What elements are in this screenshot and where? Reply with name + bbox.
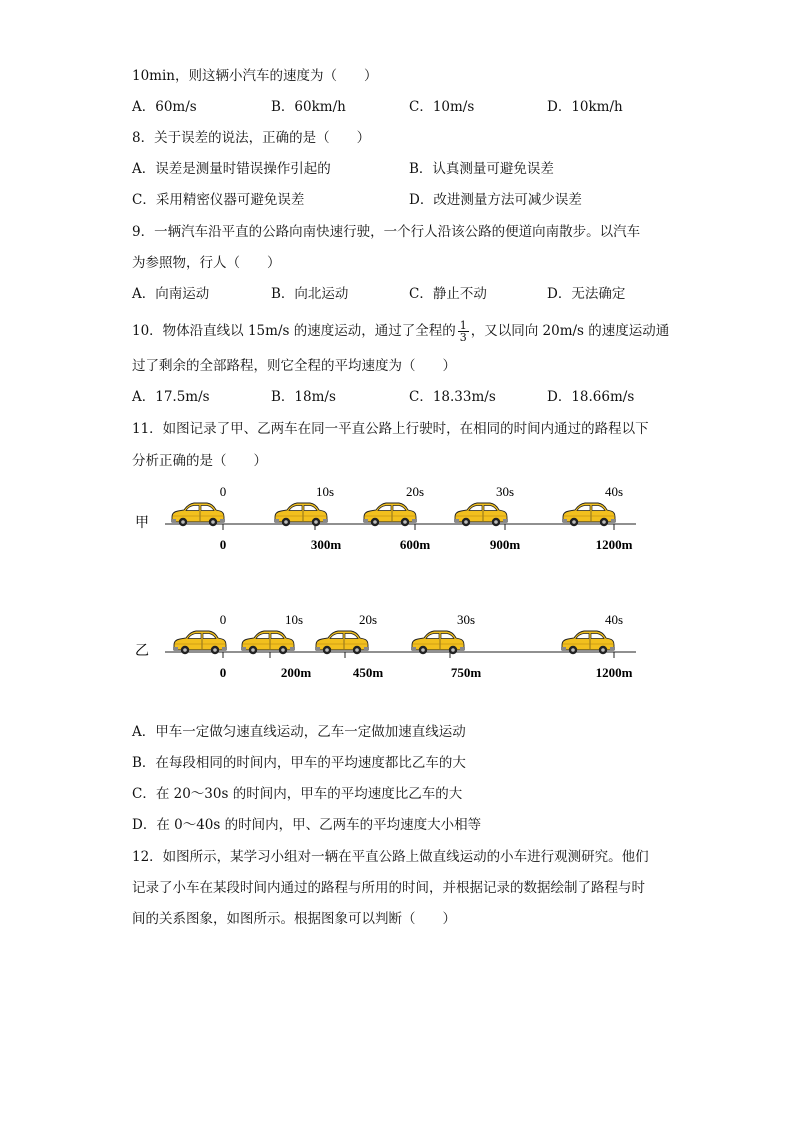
q10-fraction-numerator: 1 [459,319,467,332]
jia-distance-label-0: 0 [219,537,227,552]
q10-option-c: C．18.33m/s [409,389,496,405]
q8-option-c: C．采用精密仪器可避免误差 [132,192,305,208]
jia-time-label-0: 0 [219,484,227,499]
jia-car-2 [363,503,417,526]
yi-time-label-3: 30s [456,612,476,627]
q10-stem-part1: 10．物体沿直线以 15m/s 的速度运动，通过了全程的 [132,323,456,339]
q8-stem: 8．关于误差的说法，正确的是（ ） [132,130,371,146]
q7-option-a: A．60m/s [132,99,197,115]
jia-car-3 [454,503,508,526]
q12-stem-line3: 间的关系图象，如图所示。根据图象可以判断（ ） [132,911,456,927]
q10-option-b: B．18m/s [271,389,336,405]
q9-option-d: D．无法确定 [547,286,626,302]
q10-stem-part2: ，又以同向 20m/s 的速度运动通 [470,323,670,339]
q9-stem-line2: 为参照物，行人（ ） [132,255,281,271]
q11-option-c: C．在 20～30s 的时间内，甲车的平均速度比乙车的大 [132,786,463,802]
jia-time-label-4: 40s [604,484,624,499]
q9-stem-line1: 9．一辆汽车沿平直的公路向南快速行驶，一个行人沿该公路的便道向南散步。以汽车 [132,224,641,240]
yi-car-3 [411,631,465,654]
q9-option-b: B．向北运动 [271,286,349,302]
jia-time-label-1: 10s [315,484,335,499]
q7-option-c: C．10m/s [409,99,475,115]
q9-option-c: C．静止不动 [409,286,487,302]
jia-car-1 [274,503,328,526]
jia-time-label-3: 30s [495,484,515,499]
q9-option-a: A．向南运动 [132,286,210,302]
q11-option-a: A．甲车一定做匀速直线运动，乙车一定做加速直线运动 [132,724,466,740]
yi-distance-label-0: 0 [219,665,227,680]
q12-stem-line1: 12．如图所示，某学习小组对一辆在平直公路上做直线运动的小车进行观测研究。他们 [132,849,649,865]
jia-car-0 [171,503,225,526]
yi-time-label-2: 20s [358,612,378,627]
jia-distance-label-3: 900m [489,537,521,552]
jia-car-4 [562,503,616,526]
yi-car-0 [173,631,227,654]
q10-option-d: D．18.66m/s [547,389,635,405]
jia-distance-label-1: 300m [310,537,342,552]
jia-row-label: 甲 [135,516,149,531]
q8-option-d: D．改进测量方法可减少误差 [409,192,582,208]
jia-row [135,484,636,552]
yi-car-1 [241,631,295,654]
q8-option-a: A．误差是测量时错误操作引起的 [132,161,331,177]
yi-time-label-4: 40s [604,612,624,627]
yi-distance-label-1: 200m [280,665,312,680]
q7-option-b: B．60km/h [271,99,346,115]
q7-stem-continuation: 10min，则这辆小汽车的速度为（ ） [132,68,378,84]
q11-option-b: B．在每段相同的时间内，甲车的平均速度都比乙车的大 [132,755,466,771]
yi-time-label-1: 10s [284,612,304,627]
yi-car-4 [561,631,615,654]
yi-distance-label-4: 1200m [595,665,633,680]
yi-distance-label-3: 750m [450,665,482,680]
jia-distance-label-2: 600m [399,537,431,552]
jia-time-label-2: 20s [405,484,425,499]
yi-row-label: 乙 [135,644,149,659]
yi-row [135,612,636,680]
q10-option-a: A．17.5m/s [132,389,210,405]
yi-distance-label-2: 450m [352,665,384,680]
q11-stem-line2: 分析正确的是（ ） [132,453,267,469]
q7-option-d: D．10km/h [547,99,623,115]
q8-option-b: B．认真测量可避免误差 [409,161,554,177]
q11-option-d: D．在 0～40s 的时间内，甲、乙两车的平均速度大小相等 [132,817,482,833]
jia-distance-label-4: 1200m [595,537,633,552]
yi-car-2 [315,631,369,654]
q11-stem-line1: 11．如图记录了甲、乙两车在同一平直公路上行驶时，在相同的时间内通过的路程以下 [132,421,649,437]
yi-time-label-0: 0 [219,612,227,627]
q10-stem-line2: 过了剩余的全部路程，则它全程的平均速度为（ ） [132,358,456,374]
q12-stem-line2: 记录了小车在某段时间内通过的路程与所用的时间，并根据记录的数据绘制了路程与时 [132,880,645,896]
q10-fraction-denominator: 3 [459,331,467,344]
